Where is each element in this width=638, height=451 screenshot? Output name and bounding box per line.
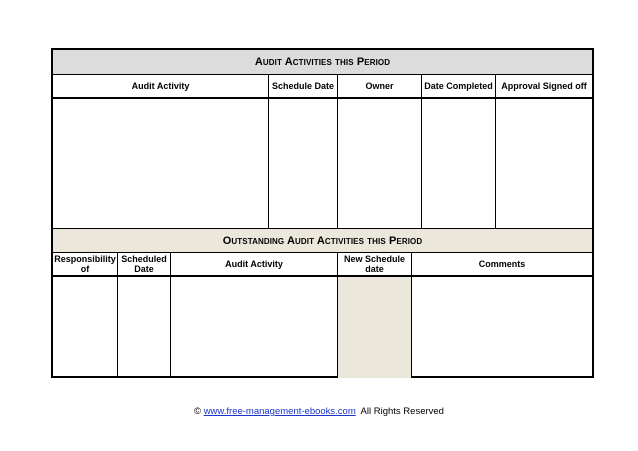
section1-header-row: [53, 75, 592, 99]
section1-entry-row: [53, 99, 592, 228]
approval-signed-off-entry[interactable]: [496, 99, 592, 228]
comments-entry[interactable]: [412, 277, 592, 378]
col-scheduled-date: Scheduled Date: [118, 253, 171, 275]
date-completed-entry[interactable]: [422, 99, 496, 228]
rights-text: All Rights Reserved: [360, 406, 444, 417]
col-schedule-date: Schedule Date: [269, 75, 338, 97]
col-date-completed: Date Completed: [422, 75, 496, 97]
section2-entry-row: [53, 277, 592, 378]
section1-title-bar: [53, 50, 592, 75]
col-new-schedule-date: New Schedule date: [338, 253, 412, 275]
audit-form: [51, 48, 594, 378]
section2-title: Outstanding Audit Activities this Period: [222, 234, 423, 247]
website-link[interactable]: www.free-management-ebooks.com: [203, 406, 356, 417]
responsibility-entry[interactable]: [53, 277, 118, 378]
scheduled-date-entry[interactable]: [118, 277, 171, 378]
col-comments: Comments: [478, 259, 526, 269]
audit-activity-entry[interactable]: [53, 99, 269, 228]
new-schedule-date-entry[interactable]: [338, 277, 412, 378]
section2-title-bar: [53, 228, 592, 253]
col-audit-activity: Audit Activity: [53, 75, 269, 97]
col-responsibility-of: Responsibility of: [53, 253, 118, 275]
schedule-date-entry[interactable]: [269, 99, 338, 228]
footer: [0, 406, 638, 417]
owner-entry[interactable]: [338, 99, 422, 228]
col-owner: Owner: [338, 75, 422, 97]
col-approval-signed-off: Approval Signed off: [501, 81, 587, 91]
copyright-symbol: ©: [194, 406, 202, 417]
section2-header-row: [53, 253, 592, 277]
audit-activity-entry-2[interactable]: [171, 277, 338, 378]
section1-title: Audit Activities this Period: [254, 56, 391, 68]
col-audit-activity-2: Audit Activity: [171, 253, 338, 275]
